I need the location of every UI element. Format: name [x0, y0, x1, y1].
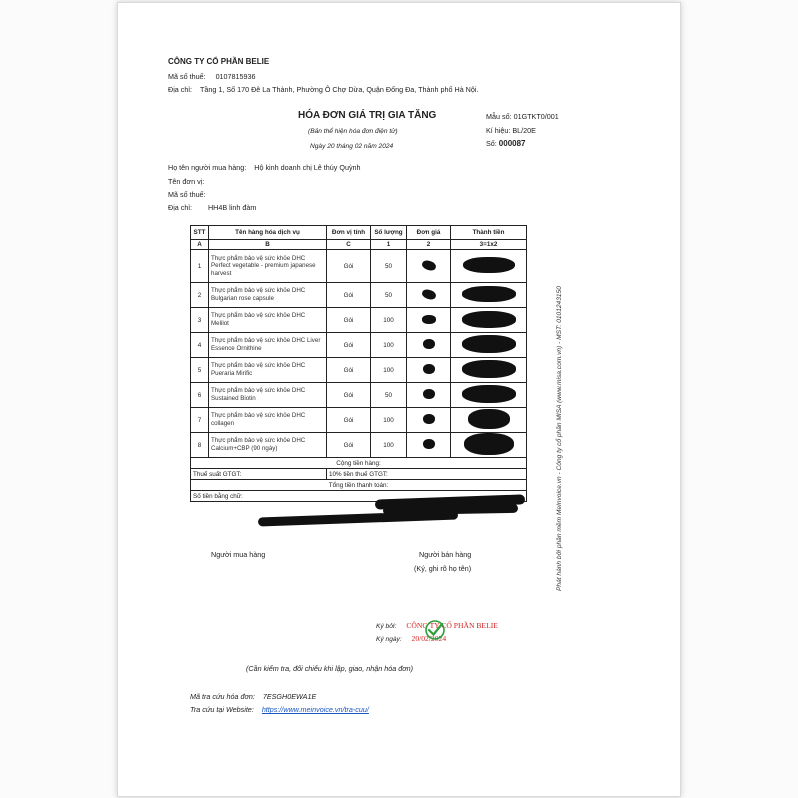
- lookup-code: 7ESGH0EWA1E: [262, 692, 317, 701]
- table-header-row: [191, 226, 527, 240]
- row-amount-redacted: [451, 283, 527, 308]
- table-row: [191, 408, 527, 433]
- items-table: [190, 225, 527, 502]
- buyer-address-label: Địa chỉ:: [168, 203, 192, 212]
- row-stt: 1: [191, 250, 209, 283]
- redaction-mark: [463, 257, 515, 273]
- table-row: [191, 308, 527, 333]
- row-unit: Gói: [327, 433, 371, 458]
- form-number-row: [486, 112, 559, 121]
- row-amount-redacted: [451, 383, 527, 408]
- redaction-mark: [462, 360, 516, 378]
- buyer-tax-label: Mã số thuế:: [168, 190, 206, 199]
- redaction-mark: [468, 409, 510, 429]
- row-name: Thực phẩm bảo vệ sức khỏe DHC Perfect vegetable - premium japanese harvest: [209, 250, 327, 283]
- row-qty: 50: [371, 383, 407, 408]
- row-qty: 100: [371, 408, 407, 433]
- redaction-mark: [462, 335, 516, 353]
- row-qty: 50: [371, 283, 407, 308]
- row-qty: 50: [371, 250, 407, 283]
- signed-date-label: Ký ngày:: [376, 636, 402, 643]
- symbol-row: [486, 126, 536, 135]
- row-price-redacted: [407, 333, 451, 358]
- buyer-unit-label: Tên đơn vị:: [168, 177, 205, 186]
- amount-in-words-label: Số tiền bằng chữ:: [191, 491, 527, 502]
- row-name: Thực phẩm bảo vệ sức khỏe DHC Bulgarian rose capsule: [209, 283, 327, 308]
- vat-rate: 10%: [329, 470, 342, 478]
- buyer-address-row: [168, 203, 256, 212]
- table-row: [191, 250, 527, 283]
- subtotal-label: Cộng tiền hàng:: [191, 458, 527, 469]
- seller-signature-label: Người bán hàng: [419, 550, 472, 559]
- signed-date-value: 20/02/2024: [411, 634, 447, 643]
- redaction-mark: [462, 286, 516, 302]
- row-stt: 3: [191, 308, 209, 333]
- vat-row: [191, 469, 527, 480]
- row-stt: 5: [191, 358, 209, 383]
- redaction-mark: [464, 433, 514, 455]
- invoice-number-row: [486, 139, 526, 148]
- header-amount: Thành tiền: [451, 226, 527, 240]
- redaction-mark: [423, 439, 435, 449]
- verification-note: (Cần kiểm tra, đối chiếu khi lập, giao, nhận hóa đơn): [246, 664, 413, 673]
- total-label: Tổng tiền thanh toán:: [191, 480, 527, 491]
- header-stt: STT: [191, 226, 209, 240]
- signed-by-value: CÔNG TY CỔ PHẦN BELIE: [406, 621, 498, 630]
- verified-check-icon: [423, 618, 447, 642]
- redaction-mark: [423, 389, 435, 399]
- words-redaction: [258, 511, 458, 527]
- lookup-website-label: Tra cứu tại Website:: [190, 705, 254, 714]
- lookup-website-link[interactable]: https://www.meinvoice.vn/tra-cuu/: [261, 705, 369, 714]
- row-unit: Gói: [327, 358, 371, 383]
- number-label: Số:: [486, 139, 497, 148]
- row-unit: Gói: [327, 333, 371, 358]
- buyer-address: HH4B linh đàm: [207, 203, 257, 212]
- vat-rate-label: Thuế suất GTGT:: [191, 469, 327, 480]
- buyer-signature-label: Người mua hàng: [211, 550, 266, 559]
- buyer-name-label: Họ tên người mua hàng:: [168, 163, 247, 172]
- row-price-redacted: [407, 383, 451, 408]
- row-name: Thực phẩm bảo vệ sức khỏe DHC Sustained Biotin: [209, 383, 327, 408]
- redaction-mark: [420, 288, 436, 301]
- letter-1: 1: [371, 240, 407, 250]
- header-name: Tên hàng hóa dịch vụ: [209, 226, 327, 240]
- row-amount-redacted: [451, 250, 527, 283]
- row-qty: 100: [371, 358, 407, 383]
- letter-b: B: [209, 240, 327, 250]
- form-value: 01GTKT0/001: [513, 112, 559, 121]
- header-price: Đơn giá: [407, 226, 451, 240]
- redaction-mark: [422, 315, 436, 324]
- letter-c: C: [327, 240, 371, 250]
- row-amount-redacted: [451, 308, 527, 333]
- row-stt: 2: [191, 283, 209, 308]
- seller-address-label: Địa chỉ:: [168, 85, 192, 94]
- row-unit: Gói: [327, 308, 371, 333]
- row-amount-redacted: [451, 433, 527, 458]
- row-stt: 8: [191, 433, 209, 458]
- form-label: Mẫu số:: [486, 112, 512, 121]
- redaction-mark: [420, 259, 436, 272]
- subtotal-row: [191, 458, 527, 469]
- redaction-mark: [462, 385, 516, 403]
- table-row: [191, 333, 527, 358]
- seller-tax-row: [168, 72, 256, 81]
- row-name: Thực phẩm bảo vệ sức khỏe DHC Calcium+CBP (90 ngày): [209, 433, 327, 458]
- letter-3: 3=1x2: [451, 240, 527, 250]
- lookup-website-row: [190, 705, 369, 714]
- number-value: 000087: [498, 139, 526, 148]
- lookup-code-label: Mã tra cứu hóa đơn:: [190, 692, 255, 701]
- invoice-page: [117, 2, 681, 797]
- row-name: Thực phẩm bảo vệ sức khỏe DHC Melilot: [209, 308, 327, 333]
- row-name: Thực phẩm bảo vệ sức khỏe DHC Pueraria Mirific: [209, 358, 327, 383]
- table-row: [191, 283, 527, 308]
- header-qty: Số lượng: [371, 226, 407, 240]
- lookup-code-row: [190, 692, 316, 701]
- table-letters-row: [191, 240, 527, 250]
- table-row: [191, 433, 527, 458]
- row-stt: 7: [191, 408, 209, 433]
- symbol-value: BL/20E: [512, 126, 536, 135]
- row-unit: Gói: [327, 383, 371, 408]
- row-name: Thực phẩm bảo vệ sức khỏe DHC collagen: [209, 408, 327, 433]
- row-qty: 100: [371, 433, 407, 458]
- signed-by-label: Ký bởi:: [376, 623, 397, 630]
- symbol-label: Kí hiệu:: [486, 126, 511, 135]
- total-row: [191, 480, 527, 491]
- row-stt: 6: [191, 383, 209, 408]
- row-unit: Gói: [327, 250, 371, 283]
- table-row: [191, 358, 527, 383]
- seller-company-name: CÔNG TY CỔ PHẦN BELIE: [168, 57, 270, 66]
- invoice-subtitle: (Bản thể hiện hóa đơn điện tử): [308, 128, 398, 135]
- invoice-title: HÓA ĐƠN GIÁ TRỊ GIA TĂNG: [298, 110, 437, 121]
- row-price-redacted: [407, 250, 451, 283]
- row-amount-redacted: [451, 408, 527, 433]
- redaction-mark: [423, 414, 435, 424]
- header-unit: Đơn vị tính: [327, 226, 371, 240]
- issuer-vertical-note: Phát hành bởi phần mềm MeInvoice.vn - Công ty cổ phần MISA (www.misa.com.vn) - MST: 0101243150: [556, 286, 563, 591]
- row-qty: 100: [371, 333, 407, 358]
- row-unit: Gói: [327, 283, 371, 308]
- row-price-redacted: [407, 308, 451, 333]
- table-row: [191, 383, 527, 408]
- row-qty: 100: [371, 308, 407, 333]
- invoice-date: Ngày 20 tháng 02 năm 2024: [310, 143, 394, 150]
- redaction-mark: [462, 311, 516, 328]
- letter-2: 2: [407, 240, 451, 250]
- row-price-redacted: [407, 433, 451, 458]
- row-price-redacted: [407, 408, 451, 433]
- letter-a: A: [191, 240, 209, 250]
- vat-amount-cell: [327, 469, 527, 480]
- row-price-redacted: [407, 358, 451, 383]
- row-stt: 4: [191, 333, 209, 358]
- row-name: Thực phẩm bảo vệ sức khỏe DHC Liver Essence Ornithine: [209, 333, 327, 358]
- row-amount-redacted: [451, 333, 527, 358]
- redaction-mark: [423, 339, 435, 349]
- seller-signature-hint: (Ký, ghi rõ họ tên): [414, 564, 472, 573]
- row-price-redacted: [407, 283, 451, 308]
- seller-tax-code: 0107815936: [215, 72, 256, 81]
- row-unit: Gói: [327, 408, 371, 433]
- seller-address: Tầng 1, Số 170 Đê La Thành, Phường Ô Chợ Dừa, Quận Đống Đa, Thành phố Hà Nội.: [199, 85, 479, 94]
- row-amount-redacted: [451, 358, 527, 383]
- buyer-name: Hộ kinh doanh chị Lê thúy Quỳnh: [254, 163, 361, 172]
- vat-amount-label: tiền thuế GTGT:: [343, 470, 388, 478]
- seller-tax-label: Mã số thuế:: [168, 72, 206, 81]
- buyer-name-row: [168, 163, 361, 172]
- redaction-mark: [423, 364, 435, 374]
- seller-address-row: [168, 85, 478, 94]
